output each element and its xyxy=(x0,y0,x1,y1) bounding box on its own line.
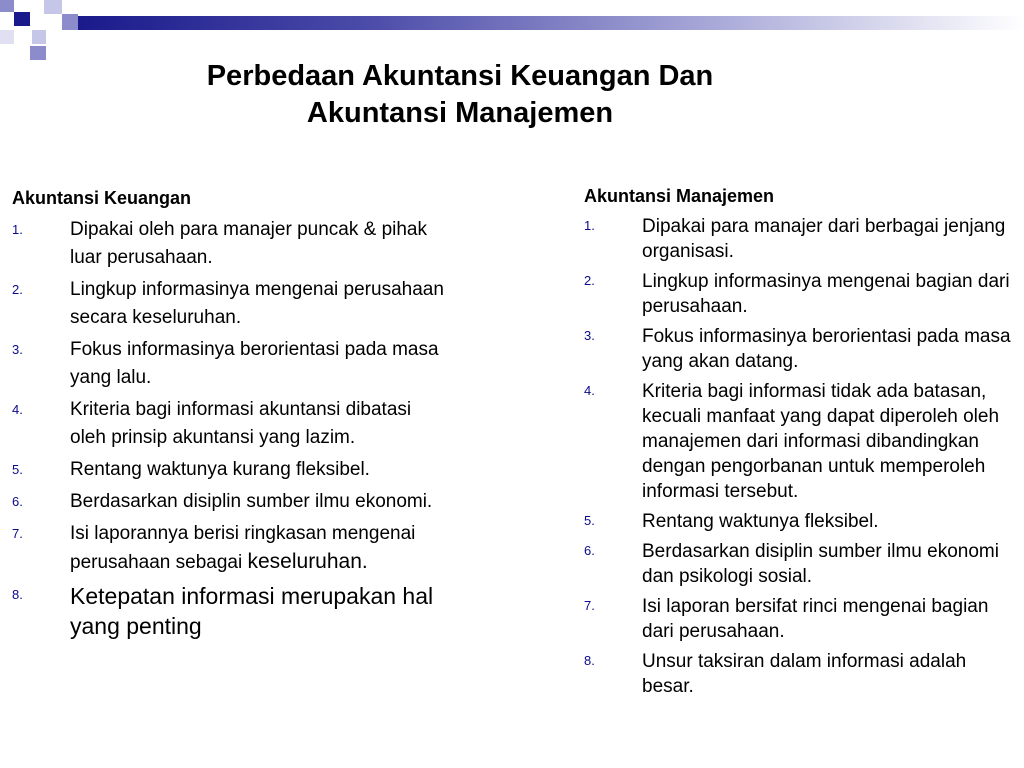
decor-square xyxy=(30,46,46,60)
list-item xyxy=(12,456,452,484)
list-text: Kriteria bagi informasi tidak ada batasan, kecuali manfaat yang dapat diperoleh oleh manajemen dari informasi dibandingkan dengan pengorbanan untuk memperoleh informasi tersebut. xyxy=(642,381,1000,502)
list-text: Fokus informasinya berorientasi pada masa yang akan datang. xyxy=(642,326,1011,372)
list-number: 5. xyxy=(584,513,595,528)
list-number: 7. xyxy=(12,526,23,541)
list-number: 2. xyxy=(584,273,595,288)
list-number: 8. xyxy=(584,653,595,668)
list-number: 7. xyxy=(584,598,595,613)
list-item xyxy=(12,396,452,452)
list-text: Berdasarkan disiplin sumber ilmu ekonomi. xyxy=(70,491,433,512)
list-item xyxy=(584,539,1020,589)
list-text: Unsur taksiran dalam informasi adalah besar. xyxy=(642,651,967,697)
list-text: Ketepatan informasi merupakan hal yang penting xyxy=(70,583,434,639)
list-number: 8. xyxy=(12,587,23,602)
list-text xyxy=(70,520,452,577)
list-number: 6. xyxy=(12,494,23,509)
left-column xyxy=(12,186,452,645)
list-text-part: Isi laporannya berisi ringkasan mengenai perusahaan sebagai xyxy=(70,523,416,573)
list-number: 1. xyxy=(12,222,23,237)
decor-square xyxy=(0,30,14,44)
list-number: 4. xyxy=(12,402,23,417)
list-text: Rentang waktunya kurang fleksibel. xyxy=(70,459,370,480)
list-number: 3. xyxy=(12,342,23,357)
list-number: 3. xyxy=(584,328,595,343)
list-item xyxy=(584,379,1020,504)
list-number: 6. xyxy=(584,543,595,558)
right-list xyxy=(584,214,1020,699)
list-text-part: keseluruhan. xyxy=(247,550,368,573)
list-item xyxy=(12,520,452,577)
header-gradient-bar xyxy=(78,16,1024,30)
list-number: 4. xyxy=(584,383,595,398)
list-item xyxy=(12,581,452,641)
list-item xyxy=(584,509,1020,534)
list-text: Berdasarkan disiplin sumber ilmu ekonomi dan psikologi sosial. xyxy=(642,541,999,587)
list-item xyxy=(12,336,452,392)
list-text: Fokus informasinya berorientasi pada masa yang lalu. xyxy=(70,339,439,388)
right-column-heading: Akuntansi Manajemen xyxy=(584,186,775,206)
decor-square xyxy=(62,14,78,30)
list-text: Lingkup informasinya mengenai perusahaan secara keseluruhan. xyxy=(70,279,444,328)
list-number: 1. xyxy=(584,218,595,233)
list-text: Kriteria bagi informasi akuntansi dibatasi oleh prinsip akuntansi yang lazim. xyxy=(70,399,412,448)
list-item xyxy=(12,488,452,516)
list-item xyxy=(584,214,1020,264)
decor-square xyxy=(0,0,14,12)
list-item xyxy=(584,649,1020,699)
left-column-heading: Akuntansi Keuangan xyxy=(12,188,192,208)
list-text: Dipakai para manajer dari berbagai jenjang organisasi. xyxy=(642,216,1006,262)
right-column xyxy=(584,184,1020,704)
slide-title-line1: Perbedaan Akuntansi Keuangan Dan xyxy=(206,60,714,92)
left-list xyxy=(12,216,452,641)
decor-square xyxy=(14,12,30,26)
list-item xyxy=(584,324,1020,374)
list-text: Isi laporan bersifat rinci mengenai bagian dari perusahaan. xyxy=(642,596,989,642)
list-text: Dipakai oleh para manajer puncak & pihak luar perusahaan. xyxy=(70,219,427,268)
list-item xyxy=(584,594,1020,644)
decor-square xyxy=(44,0,62,14)
list-item xyxy=(12,216,452,272)
slide-title-line2: Akuntansi Manajemen xyxy=(306,97,614,129)
list-number: 5. xyxy=(12,462,23,477)
list-item xyxy=(584,269,1020,319)
list-item xyxy=(12,276,452,332)
decor-square xyxy=(32,30,46,44)
slide-title xyxy=(140,58,780,132)
list-number: 2. xyxy=(12,282,23,297)
list-text: Rentang waktunya fleksibel. xyxy=(642,511,879,532)
list-text: Lingkup informasinya mengenai bagian dari perusahaan. xyxy=(642,271,1010,317)
